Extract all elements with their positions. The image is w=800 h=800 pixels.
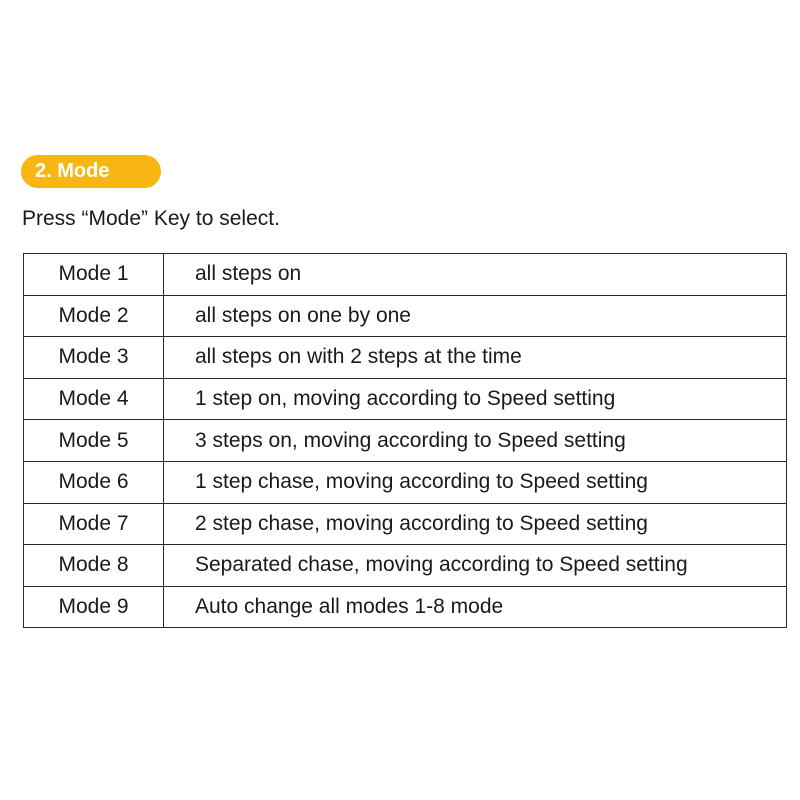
mode-description: Auto change all modes 1-8 mode — [164, 586, 787, 628]
mode-description: all steps on with 2 steps at the time — [164, 337, 787, 379]
mode-description: 1 step chase, moving according to Speed setting — [164, 461, 787, 503]
mode-name: Mode 4 — [24, 378, 164, 420]
section-title: 2. Mode — [35, 160, 110, 182]
mode-name: Mode 5 — [24, 420, 164, 462]
section-badge — [21, 155, 161, 188]
table-row — [24, 586, 787, 628]
mode-name: Mode 6 — [24, 461, 164, 503]
mode-description: 1 step on, moving according to Speed setting — [164, 378, 787, 420]
mode-description: all steps on one by one — [164, 295, 787, 337]
mode-name: Mode 9 — [24, 586, 164, 628]
table-row — [24, 254, 787, 296]
table-row — [24, 337, 787, 379]
mode-name: Mode 1 — [24, 254, 164, 296]
instruction-text: Press “Mode” Key to select. — [22, 207, 280, 230]
table-row — [24, 503, 787, 545]
mode-table — [23, 253, 787, 628]
table-row — [24, 295, 787, 337]
mode-description: 3 steps on, moving according to Speed setting — [164, 420, 787, 462]
mode-name: Mode 7 — [24, 503, 164, 545]
table-row — [24, 420, 787, 462]
mode-name: Mode 8 — [24, 545, 164, 587]
mode-name: Mode 3 — [24, 337, 164, 379]
mode-description: Separated chase, moving according to Speed setting — [164, 545, 787, 587]
table-row — [24, 545, 787, 587]
table-row — [24, 461, 787, 503]
mode-description: 2 step chase, moving according to Speed setting — [164, 503, 787, 545]
mode-name: Mode 2 — [24, 295, 164, 337]
mode-description: all steps on — [164, 254, 787, 296]
table-row — [24, 378, 787, 420]
